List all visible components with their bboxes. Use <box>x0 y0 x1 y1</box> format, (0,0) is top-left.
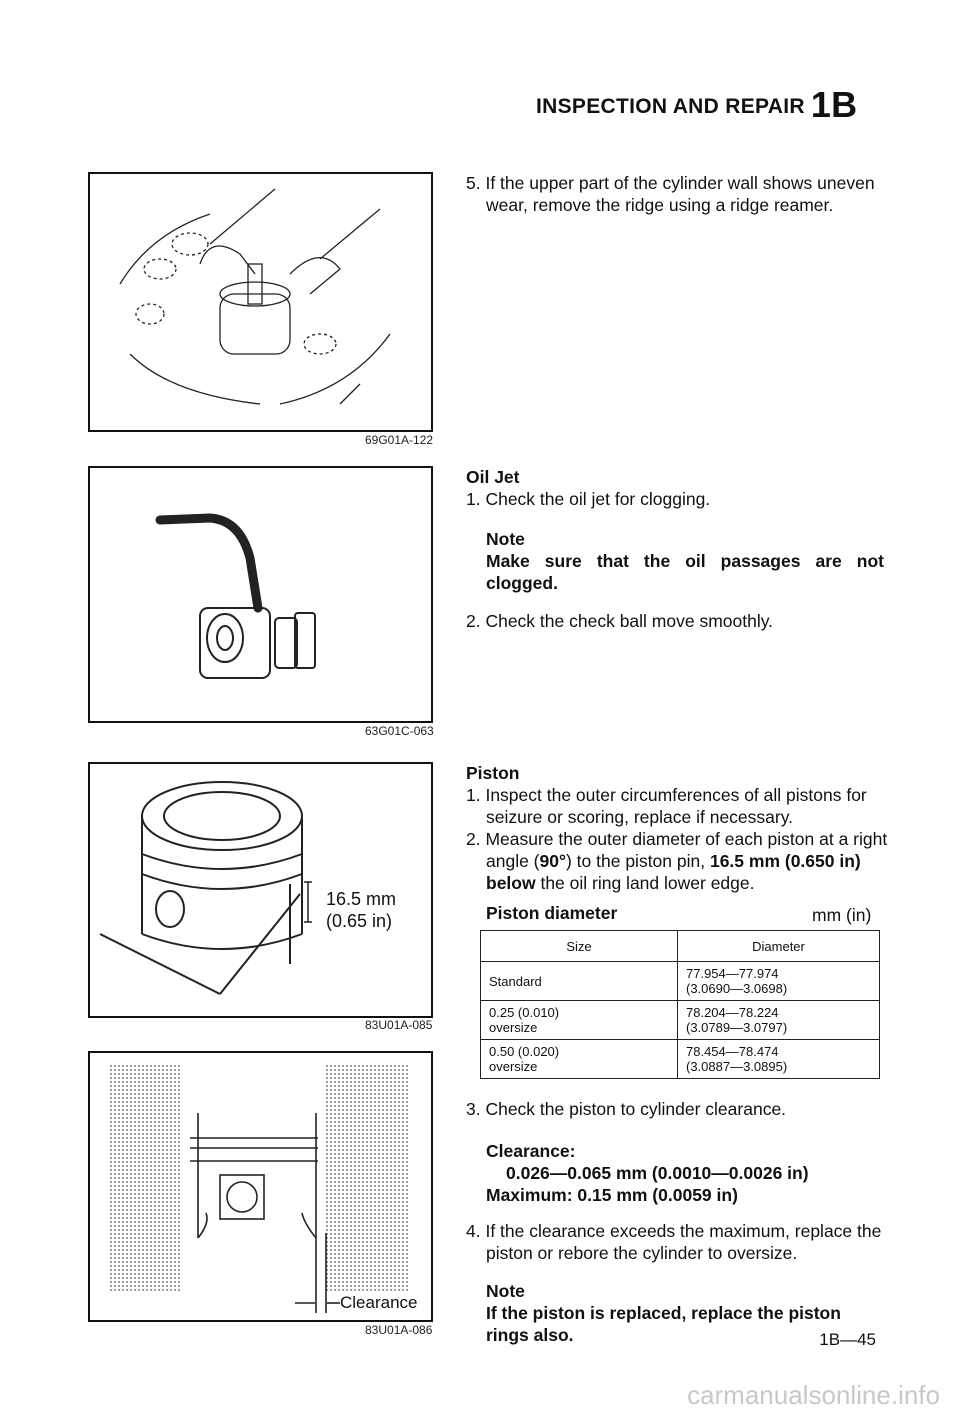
watermark: carmanualsonline.info <box>687 1380 940 1410</box>
piston-step-3: 3. Check the piston to cylinder clearance. <box>466 1099 787 1119</box>
table-row <box>481 962 880 1001</box>
section-number: 1B <box>810 84 858 125</box>
table-cell-size: 0.25 (0.010) oversize <box>481 1001 678 1040</box>
table-cell-diameter: 78.204—78.224 (3.0789—3.0797) <box>678 1001 880 1040</box>
table-cell-size: 0.50 (0.020) oversize <box>481 1040 678 1079</box>
oil-jet-illustration <box>90 468 431 721</box>
figure-oil-jet <box>88 466 433 723</box>
figure-clearance <box>88 1051 433 1322</box>
oil-jet-step-2: 2. Check the check ball move smoothly. <box>466 611 774 631</box>
header-title: INSPECTION AND REPAIR <box>536 95 805 118</box>
clearance-title: Clearance: <box>486 1141 576 1161</box>
dimension-label-in: (0.65 in) <box>326 911 393 931</box>
table-header-diameter: Diameter <box>678 931 880 962</box>
table-row <box>481 1040 880 1079</box>
clearance-label: Clearance <box>340 1293 418 1312</box>
table-row <box>481 1001 880 1040</box>
clearance-value: 0.026—0.065 mm (0.0010—0.0026 in) <box>506 1163 809 1183</box>
figure-code: 83U01A-085 <box>365 1018 433 1032</box>
piston-heading: Piston <box>466 763 520 783</box>
oil-jet-heading: Oil Jet <box>466 467 520 487</box>
piston-diameter-table <box>480 930 880 1079</box>
piston-step-1: 1. Inspect the outer circumferences of all pistons for seizure or scoring, replace if necessary. <box>466 785 867 827</box>
step-5-text: 5. If the upper part of the cylinder wall shows uneven wear, remove the ridge using a ridge reamer. <box>466 173 875 215</box>
figure-ridge-reamer <box>88 172 433 432</box>
table-header-row <box>481 931 880 962</box>
oil-jet-note-text: Make sure that the oil passages are not clogged. <box>486 551 884 593</box>
table-header-size: Size <box>481 931 678 962</box>
piston-diameter-unit: mm (in) <box>812 905 872 925</box>
clearance-illustration <box>90 1053 431 1320</box>
page-number: 1B—45 <box>819 1330 876 1349</box>
table-cell-size: Standard <box>481 962 678 1001</box>
clearance-maximum: Maximum: 0.15 mm (0.0059 in) <box>486 1185 738 1205</box>
table-cell-diameter: 78.454—78.474 (3.0887—3.0895) <box>678 1040 880 1079</box>
figure-code: 63G01C-063 <box>365 724 434 738</box>
figure-piston <box>88 762 433 1018</box>
piston-step-2: 2. Measure the outer diameter of each piston at a right angle (90°) to the piston pin, 16.5 mm (0.650 in) below the oil ring land lower edge. <box>466 829 888 893</box>
piston-note-text: If the piston is replaced, replace the piston rings also. <box>486 1303 841 1345</box>
ridge-reamer-illustration <box>90 174 431 430</box>
figure-code: 69G01A-122 <box>365 433 434 447</box>
table-cell-diameter: 77.954—77.974 (3.0690—3.0698) <box>678 962 880 1001</box>
piston-note-title: Note <box>486 1281 525 1301</box>
piston-diameter-title: Piston diameter <box>486 903 618 923</box>
page-header <box>536 84 857 126</box>
oil-jet-note-title: Note <box>486 529 525 549</box>
oil-jet-step-1: 1. Check the oil jet for clogging. <box>466 489 711 509</box>
figure-code: 83U01A-086 <box>365 1323 433 1337</box>
piston-step-4: 4. If the clearance exceeds the maximum, replace the piston or rebore the cylinder to oversize. <box>466 1221 882 1263</box>
dimension-label-mm: 16.5 mm <box>326 889 397 909</box>
